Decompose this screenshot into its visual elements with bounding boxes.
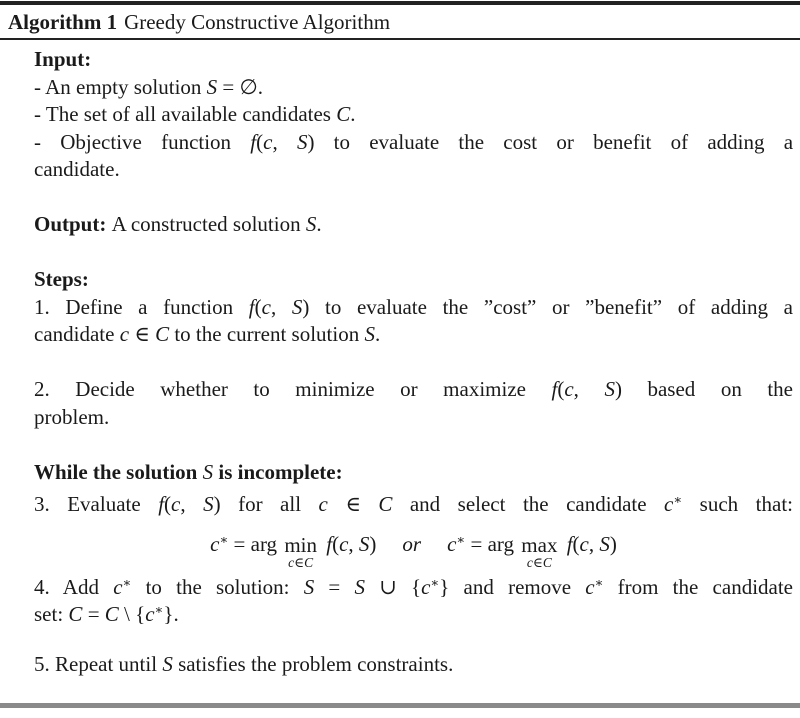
text-line (34, 459, 793, 487)
text-segment: c (210, 531, 220, 556)
equation-line (34, 514, 793, 569)
math-operator-with-subscript: max c∈C (521, 532, 558, 570)
text-segment: S (364, 322, 375, 346)
text-line (34, 156, 793, 184)
text-segment: ∗ (456, 531, 466, 547)
text-segment: c (564, 377, 574, 401)
text-segment: S (296, 129, 308, 154)
text-segment: ( (256, 129, 264, 154)
text-segment: S (203, 492, 214, 516)
text-segment: , (272, 129, 297, 154)
blank-line (34, 239, 793, 267)
text-segment: ( (572, 531, 580, 556)
text-segment: , (348, 531, 359, 556)
text-segment: Output: (34, 212, 112, 236)
text-segment: Input: (34, 47, 92, 71)
text-segment: ∗ (122, 574, 132, 590)
blank-line (34, 624, 793, 652)
text-segment: S (291, 294, 303, 319)
text-segment: candidate (34, 322, 120, 346)
algorithm-caption (0, 5, 800, 38)
text-segment: is incomplete: (213, 459, 343, 484)
text-segment: S (303, 574, 315, 599)
text-line (34, 376, 793, 404)
text-segment: c (171, 492, 181, 516)
text-segment: ) to evaluate the ”cost” or ”benefit” of adding a (302, 294, 793, 319)
text-line (34, 651, 793, 679)
text-segment: from the candidate (603, 574, 793, 599)
text-segment: such that: (682, 492, 793, 516)
text-segment: c (664, 492, 674, 516)
text-segment: S (604, 377, 615, 401)
text-segment: f (250, 129, 257, 154)
blank-line (34, 349, 793, 377)
text-segment: . (374, 322, 381, 346)
text-segment: problem. (34, 404, 110, 429)
text-segment: c (585, 574, 595, 599)
blank-line (34, 431, 793, 459)
text-segment: S (354, 574, 365, 599)
text-segment: ( (557, 377, 565, 401)
text-segment: . (350, 102, 356, 126)
text-segment: c (579, 531, 589, 556)
text-segment: 2. Decide whether to minimize or maximize (34, 377, 552, 401)
text-segment: c (318, 492, 328, 516)
text-segment: ( (254, 294, 262, 319)
text-segment: c (113, 574, 123, 599)
text-segment: = ∅. (217, 74, 264, 99)
text-segment: C (336, 102, 351, 126)
text-segment: C (104, 602, 119, 626)
text-segment: ∗ (673, 492, 683, 507)
text-line (34, 486, 793, 514)
text-line (34, 211, 793, 239)
blank-line (34, 184, 793, 212)
text-segment: f (248, 294, 255, 319)
text-segment: S (599, 531, 610, 556)
text-segment: ) (609, 531, 617, 556)
text-segment: to the current solution (169, 322, 365, 346)
text-segment: C (378, 492, 393, 516)
text-segment: c (145, 602, 155, 626)
text-segment: ( (164, 492, 172, 516)
text-segment: and select the candidate (392, 492, 665, 516)
text-segment: ) (369, 531, 377, 556)
text-segment: ∗ (219, 531, 229, 547)
text-line (34, 294, 793, 322)
text-segment: , (588, 531, 600, 556)
math-operator-with-subscript: min c∈C (284, 532, 317, 570)
text-segment: or (402, 531, 422, 556)
text-segment: f (561, 531, 573, 556)
algorithm-title: Greedy Constructive Algorithm (124, 10, 391, 34)
text-segment: ( (332, 531, 340, 556)
text-segment: S (305, 212, 317, 236)
text-segment: C (68, 602, 83, 626)
text-segment: c (261, 294, 271, 319)
text-line (34, 101, 793, 129)
text-segment: set: (34, 602, 69, 626)
bottom-rule (0, 703, 800, 708)
text-segment: 1. Define a function (34, 294, 249, 319)
text-segment: = (82, 602, 105, 626)
text-segment: S (202, 459, 214, 484)
algorithm-body (0, 40, 800, 679)
text-segment: f (551, 377, 558, 401)
text-segment: c (421, 574, 431, 599)
text-segment: , (270, 294, 292, 319)
text-segment: ) to evaluate the cost or benefit of adding a (307, 129, 794, 154)
text-segment: 3. Evaluate (34, 492, 159, 516)
text-segment: - The set of all available candidates (34, 102, 337, 126)
text-line (34, 266, 793, 294)
text-line (34, 596, 793, 624)
text-segment: = arg (465, 531, 520, 556)
text-line (34, 321, 793, 349)
text-segment: ∪ { (364, 574, 422, 599)
text-segment: , (180, 492, 204, 516)
text-segment: 4. Add (34, 574, 114, 599)
text-segment: ∈ (327, 492, 379, 516)
text-segment: candidate. (34, 157, 120, 181)
text-line (34, 74, 793, 102)
text-segment: Steps: (34, 267, 89, 291)
text-segment: c (119, 322, 130, 346)
text-segment: ∗ (430, 574, 440, 590)
text-segment: c (447, 531, 457, 556)
text-segment: c (263, 129, 273, 154)
text-segment: S (162, 652, 173, 676)
text-segment: = (314, 574, 355, 599)
text-segment: 5. Repeat until (34, 652, 163, 676)
text-segment: \ { (118, 602, 146, 626)
text-segment: f (320, 531, 333, 556)
text-segment: } and remove (439, 574, 586, 599)
text-segment: ∈ (129, 322, 156, 346)
text-segment: ) for all (213, 492, 319, 516)
text-segment: c (339, 531, 349, 556)
text-line (34, 46, 793, 74)
text-segment: - Objective function (34, 129, 251, 154)
text-segment: , (573, 377, 605, 401)
text-segment: While the solution (34, 459, 203, 484)
text-segment: A constructed solution (111, 212, 306, 236)
text-segment: }. (163, 602, 179, 626)
text-segment: ∗ (594, 574, 604, 590)
text-segment: f (158, 492, 165, 516)
text-segment: S (358, 531, 370, 556)
text-line (34, 569, 793, 597)
text-segment: = arg (228, 531, 283, 556)
text-segment: S (206, 74, 218, 99)
text-line (34, 129, 793, 157)
algorithm-number-label: Algorithm 1 (8, 10, 118, 34)
text-segment: satisfies the problem constraints. (172, 652, 454, 676)
text-segment: C (155, 322, 170, 346)
text-segment: - An empty solution (34, 74, 207, 99)
text-segment: ) based on the (614, 377, 794, 401)
text-segment: to the solution: (131, 574, 304, 599)
text-segment: ∗ (154, 602, 164, 617)
text-line (34, 404, 793, 432)
text-segment: . (316, 212, 322, 236)
